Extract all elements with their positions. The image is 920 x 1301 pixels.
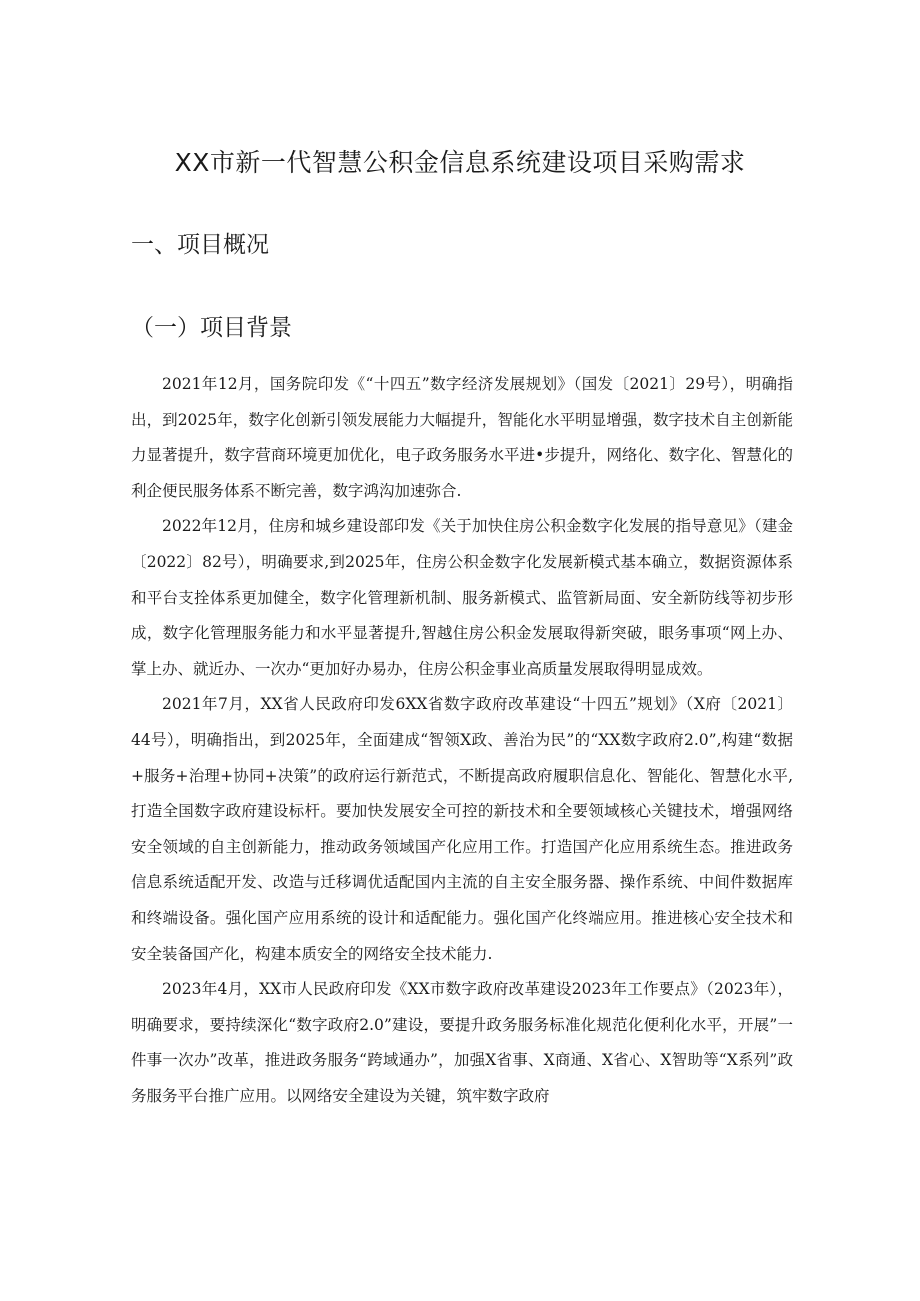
section-heading: 一、项目概况 <box>131 232 269 258</box>
document-title: XX市新一代智慧公积金信息系统建设项目采购需求 <box>174 148 746 177</box>
subsection-heading: （一）项目背景 <box>131 315 292 341</box>
body-paragraph: 2021年7月，XX省人民政府印发6XX省数字政府改革建设“十四五”规划》（X府〔2021〕44号），明确指出，到2025年，全面建成“智领X政、善治为民”的“XX数字政府2.0”,构建“数据+服务+治理+协同+决策”的政府运行新范式，不断提高政府履职信息化、智能化、智慧化水平,打造全国数字政府建设标杆。要加快发展安全可控的新技术和全要领域核心关键技术，增强网络安全领域的自主创新能力，推动政务领域国产化应用工作。打造国产化应用系统生态。推进政务信息系统适配开发、改造与迁移调优适配国内主流的自主安全服务器、操作系统、中间件数据库和终端设备。强化国产应用系统的设计和适配能力。强化国产化终端应用。推进核心安全技术和安全装备国产化，构建本质安全的网络安全技术能力. <box>131 695 793 963</box>
body-paragraph: 2023年4月，XX市人民政府印发《XX市数字政府改革建设2023年工作要点》（2023年），明确要求，要持续深化“数字政府2.0”建设，要提升政务服务标准化规范化便利化水平，开展”一件事一次办”改革，推进政务服务“跨域通办”，加强X省事、X商通、X省心、X智助等“X系列”政务服务平台推广应用。以网络安全建设为关键，筑牢数字政府 <box>131 980 793 1105</box>
body-paragraph: 2021年12月，国务院印发《“十四五”数字经济发展规划》（国发〔2021〕29号），明确指出，到2025年，数字化创新引领发展能力大幅提升，智能化水平明显增强，数字技术自主创新能力显著提升，数字营商环境更加优化，电子政务服务水平进•步提升，网络化、数字化、智慧化的利企便民服务体系不断完善，数字鸿沟加速弥合. <box>131 375 793 500</box>
document-body <box>131 367 793 1114</box>
body-paragraph: 2022年12月，住房和城乡建设部印发《关于加快住房公积金数字化发展的指导意见》（建金〔2022〕82号），明确要求,到2025年，住房公积金数字化发展新模式基本确立，数据资源体系和平台支拴体系更加健全，数字化管理新机制、服务新模式、监管新局面、安全新防线等初步形成，数字化管理服务能力和水平显著提升,智越住房公积金发展取得新突破，眼务事项“网上办、掌上办、就近办、一次办“更加好办易办，住房公积金事业高质量发展取得明显成效。 <box>131 517 793 678</box>
